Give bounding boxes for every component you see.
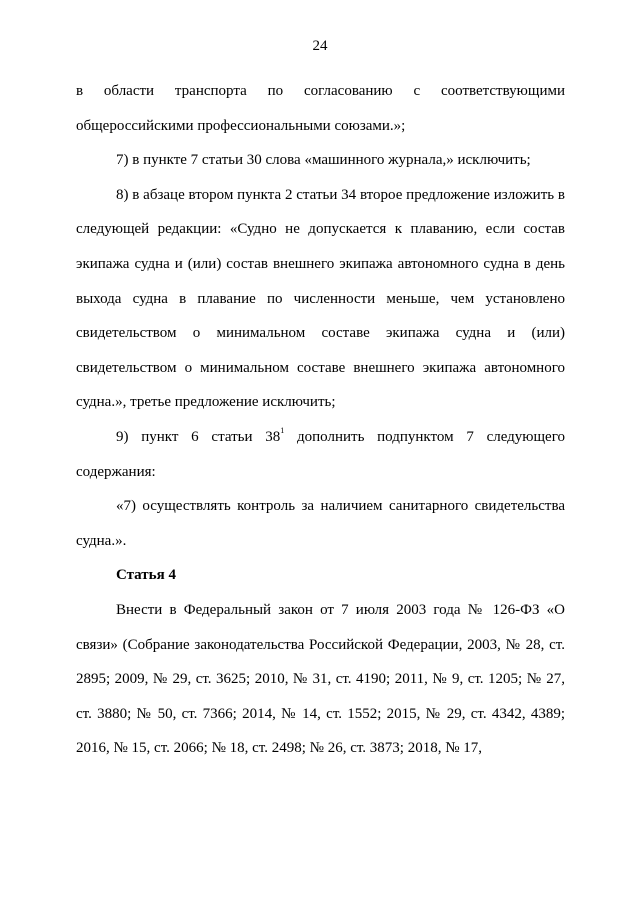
paragraph-subitem-7-quote: «7) осуществлять контроль за наличием санитарного свидетельства судна.». bbox=[76, 498, 565, 549]
paragraph-item-9-text-start: 9) пункт 6 статьи 38 bbox=[116, 428, 281, 445]
paragraph-item-7: 7) в пункте 7 статьи 30 слова «машинного журнала,» исключить; bbox=[116, 152, 531, 169]
paragraph-continuation: в области транспорта по согласованию с соответствующими общероссийскими профессиональными союзами.»; bbox=[76, 83, 565, 134]
document-body bbox=[76, 74, 565, 766]
paragraph-item-8: 8) в абзаце втором пункта 2 статьи 34 второе предложение изложить в следующей редакции: «Судно не допускается к плаванию, если состав экипажа судна и (или) состав внешнего экипажа автономного судна в день выхода судна в плавание по численности меньше, чем установлено свидетельством о минимальном составе экипажа судна и (или) свидетельством о минимальном составе внешнего экипажа автономного судна.», третье предложение исключить; bbox=[76, 186, 565, 411]
paragraph-article-4-body: Внести в Федеральный закон от 7 июля 2003 года № 126-ФЗ «О связи» (Собрание законодательства Российской Федерации, 2003, № 28, ст. 2895; 2009, № 29, ст. 3625; 2010, № 31, ст. 4190; 2011, № 9, ст. 1205; № 27, ст. 3880; № 50, ст. 7366; 2014, № 14, ст. 1552; 2015, № 29, ст. 4342, 4389; 2016, № 15, ст. 2066; № 18, ст. 2498; № 26, ст. 3873; 2018, № 17, bbox=[76, 601, 565, 757]
article-heading: Статья 4 bbox=[116, 567, 176, 584]
page-number: 24 bbox=[312, 38, 328, 54]
paragraph-item-9 bbox=[76, 420, 565, 489]
paragraph-item-9-text-end: дополнить подпунктом 7 следующего содержания: bbox=[76, 428, 565, 480]
superscript-index: 1 bbox=[280, 425, 285, 435]
